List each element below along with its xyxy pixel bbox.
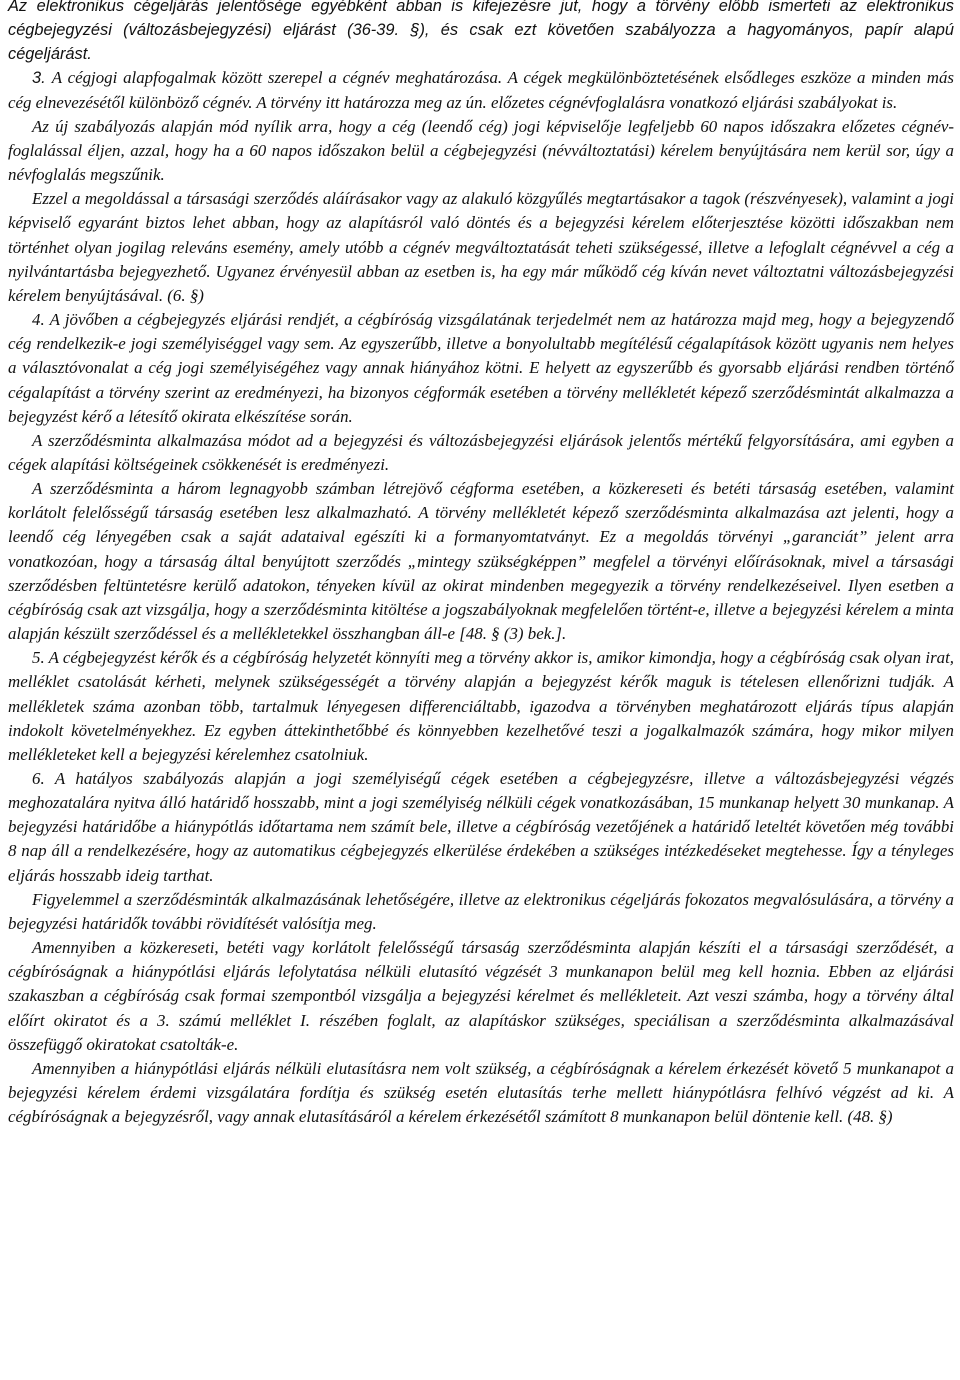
paragraph-figyelemmel: Figyelemmel a szerződésminták alkalmazásának lehetőségére, illetve az elektronikus cégeljárás fokozatos megvalósulására, a törvény a bejegyzési határidők további rövidítését valósítja meg.: [8, 889, 954, 933]
paragraph-5-mellekletek: 5. A cégbejegyzést kérők és a cégbíróság helyzetét könnyíti meg a törvény akkor is, amikor kimondja, hogy a cégbíróság csak olyan irat, melléklet csatolását kérheti, melynek szükségességét a törvény alapján a bejegyzést kérők maguk is tételesen ellenőrizni tudják. A mellékletek száma azonban több, tartalmuk lényegesen differenciáltabb, igazodva a törvényben meghatározott eljárás típus alapján indokolt követelményekhez. Ez egyben áttekinthetőbbé és könnyebben kezelhetővé teszi a jogalkalmazók számára, hogy mikor milyen mellékleteket kell a bejegyzési kérelemhez csatolniuk.: [8, 648, 954, 764]
paragraph-szerzodesminta-cegformak: A szerződésminta a három legnagyobb számban létrejövő cégforma esetében, a közkereseti és betéti társaság esetében, valamint korlátolt felelősségű társaság esetében lesz alkalmazható. A törvény mellékletét képező szerződésminta alkalmazása azt jelenti, hogy a leendő cég lényegében csak a saját adataival egészíti ki a formanyomtatványt. Ez a megoldás törvényi „garanciát” jelent arra vonatkozóan, hogy a társaság által benyújtott szerződés „mintegy szükségképpen” megfelel a törvényi előírásoknak, mivel a társasági szerződésben feltüntetésre kerülő adatokon, tényeken kívül az okirat mindenben megegyezik a törvény rendelkezéseivel. Ilyen esetben a cégbíróság csak azt vizsgálja, hogy a szerződésminta kitöltése a jogszabályoknak megfelelően történt-e, illetve a bejegyzési kérelem a minta alapján készült szerződéssel és a mellékletekkel összhangban áll-e [48. § (3) bek.].: [8, 479, 954, 644]
paragraph-3-text: A cégjogi alapfogalmak között szerepel a cégnév meghatározása. A cégek megkülönböztetésének elsődleges eszköze a minden más cég elnevezésétől különböző cégnév. A törvény itt határozza meg az ún. előzetes cégnévfoglalásra vonatkozó eljárási szabályokat is.: [8, 68, 954, 112]
paragraph-kozkereseti: Amennyiben a közkereseti, betéti vagy korlátolt felelősségű társaság szerződésminta alapján készíti el a társasági szerződését, a cégbíróságnak a hiánypótlási eljárás lefolytatása nélküli elutasító végzését 3 munkanapon belül meg kell hoznia. Ebben az eljárási szakaszban a cégbíróság csak formai szempontból vizsgálja a bejegyzési kérelmet és mellékleteit. Azt veszi számba, hogy a törvény által előírt okiratot és a 3. számú melléklet I. részében foglalt, az alapításkor szükséges, speciálisan a szerződésminta alkalmazásával összefüggő okiratokat csatolták-e.: [8, 938, 954, 1054]
paragraph-szerzodesminta-gyorsitas: A szerződésminta alkalmazása módot ad a bejegyzési és változásbejegyzési eljárások jelentős mértékű felgyorsítására, ami egyben a cégek alapítási költségeinek csökkenését is eredményezi.: [8, 430, 954, 474]
paragraph-4-cegbejegyzes: 4. A jövőben a cégbejegyzés eljárási rendjét, a cégbíróság vizsgálatának terjedelmét nem az határozza majd meg, hogy a bejegyzendő cég rendelkezik-e jogi személyiséggel vagy sem. Az egyszerűbb, illetve a bonyolultabb megítélésű cégalapítások között ugyanis nem helyes a választóvonalat a cég jogi személyiségéhez vagy annak hiányához kötni. E helyett az egyszerűbb és gyorsabb eljárási rendben történő cégalapítást a törvény szerint az eredményezi, ha bizonyos cégformák esetében a törvény mellékletét képező szerződésmintát alkalmazza a bejegyzést kérő a létesítő okirata elkészítése során.: [8, 310, 954, 426]
paragraph-hianypotlas: Amennyiben a hiánypótlási eljárás nélküli elutasításra nem volt szükség, a cégbíróságnak a kérelem érkezését követő 5 munkanapot a bejegyzési kérelem érdemi vizsgálatára fordítja és szükség esetén elutasítás terhe mellett hiánypótlásra felhívó végzést ad ki. A cégbíróságnak a bejegyzésről, vagy annak elutasításáról a kérelem érkezésétől számított 8 munkanapon belül döntenie kell. (48. §): [8, 1058, 954, 1127]
paragraph-cegnevfoglalas: Az új szabályozás alapján mód nyílik arra, hogy a cég (leendő cég) jogi képviselője legfeljebb 60 napos időszakra előzetes cégnév-foglalással éljen, azzal, hogy ha a 60 napos időszakon belül a cégbejegyzési (névváltoztatási) kérelem benyújtására nem kerül sor, úgy a névfoglalás megszűnik.: [8, 116, 954, 185]
paragraph-3-number: 3.: [32, 69, 52, 88]
paragraph-3-cegnev: [8, 66, 954, 114]
paragraph-megoldas: Ezzel a megoldással a társasági szerződés aláírásakor vagy az alakuló közgyűlés megtartásakor a tagok (részvényesek), valamint a jogi képviselő egyaránt biztos lehet abban, hogy az alapításról való döntés és a bejegyzési kérelem előterjesztése közötti időszakban nem történhet olyan jogilag releváns esemény, amely utóbb a cégnév megváltoztatását teheti szükségessé, illetve a lefoglalt cégnévvel a cég a nyilvántartásba bejegyezhető. Ugyanez érvényesül abban az esetben is, ha egy már működő cég kíván nevet változtatni változásbejegyzési kérelem benyújtásával. (6. §): [8, 189, 954, 305]
paragraph-6-hataridok: 6. A hatályos szabályozás alapján a jogi személyiségű cégek esetében a cégbejegyzésre, illetve a változásbejegyzési végzés meghozatalára nyitva álló határidő hosszabb, mint a jogi személyiség nélküli cégek vonatkozásában, 15 munkanap helyett 30 munkanap. A bejegyzési határidőbe a hiánypótlás időtartama nem számít bele, illetve a cégbíróság vezetőjének a határidő leteltét követően még további 8 nap áll a rendelkezésére, hogy az automatikus cégbejegyzés elkerülése érdekében a szükséges intézkedéseket megtehesse. Így a tényleges eljárás hosszabb ideig tarthat.: [8, 769, 954, 885]
paragraph-intro: Az elektronikus cégeljárás jelentősége egyébként abban is kifejezésre jut, hogy a törvény előbb ismerteti az elektronikus cégbejegyzési (változásbejegyzési) eljárást (36-39. §), és csak ezt követően szabályozza a hagyományos, papír alapú cégeljárást.: [8, 0, 954, 64]
